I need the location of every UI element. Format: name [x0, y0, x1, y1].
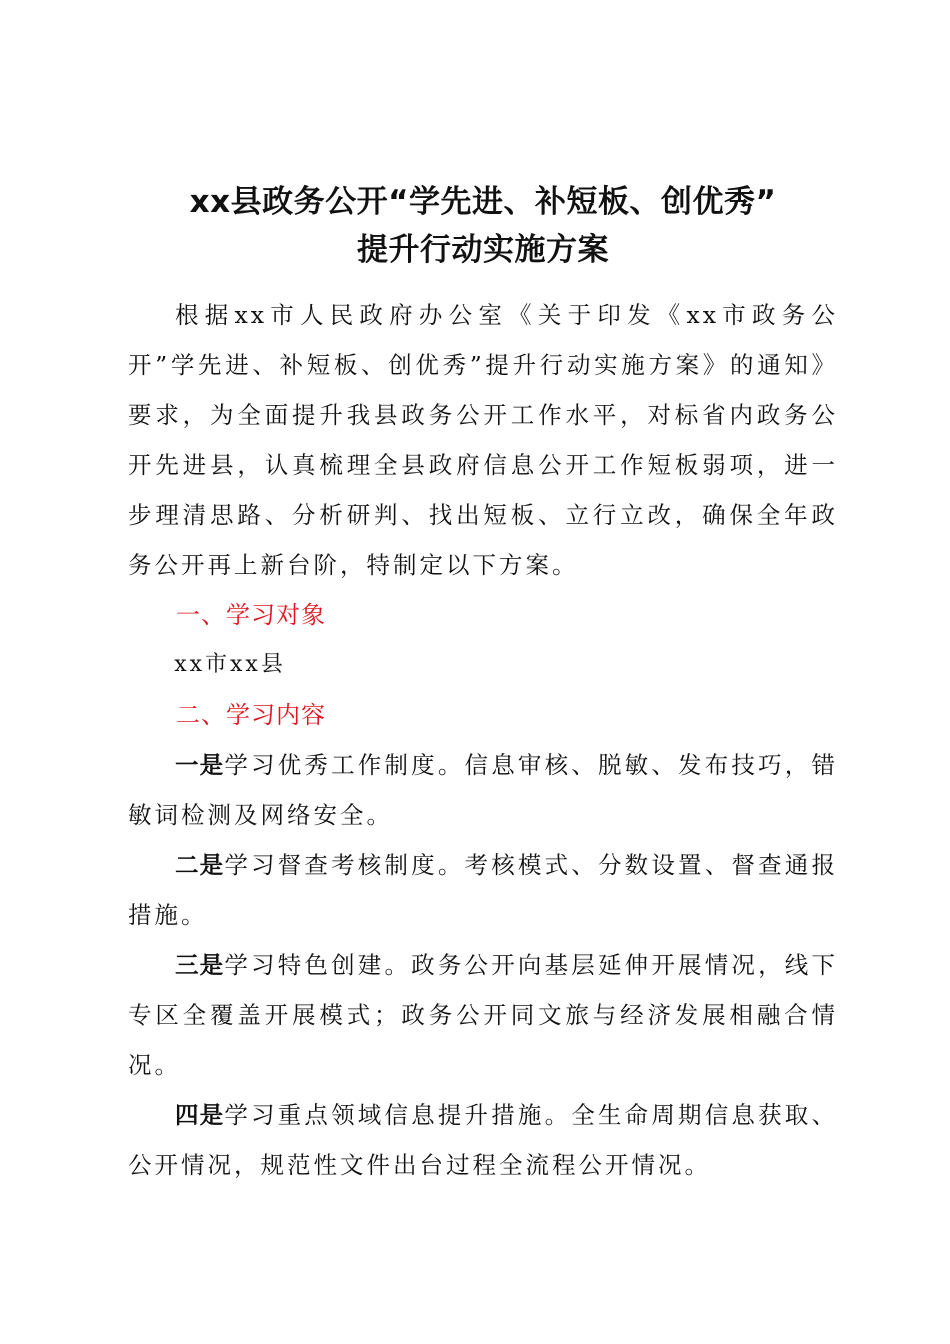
item-lead: 一是: [175, 751, 225, 779]
document-page: [128, 178, 838, 1190]
content-item-1: [128, 740, 838, 840]
content-item-3: [128, 940, 838, 1090]
title-line-2: 提升行动实施方案: [357, 232, 609, 268]
item-lead: 四是: [175, 1101, 225, 1129]
section-2-heading: 二、学习内容: [176, 701, 326, 729]
intro-paragraph: 根据xx市人民政府办公室《关于印发《xx市政务公开”学先进、补短板、创优秀”提升行动实施方案》的通知》要求，为全面提升我县政务公开工作水平，对标省内政务公开先进县，认真梳理全县政府信息公开工作短板弱项，进一步理清思路、分析研判、找出短板、立行立改，确保全年政务公开再上新台阶，特制定以下方案。: [128, 301, 838, 579]
title-line-1: xx县政务公开“学先进、补短板、创优秀”: [189, 184, 777, 220]
content-item-4: [128, 1090, 838, 1190]
section-1-heading: 一、学习对象: [176, 601, 326, 629]
item-text: 学习督查考核制度。考核模式、分数设置、督查通报措施。: [128, 851, 838, 929]
item-text: 学习优秀工作制度。信息审核、脱敏、发布技巧，错敏词检测及网络安全。: [128, 751, 838, 829]
document-title: [128, 178, 838, 274]
item-text: 学习重点领域信息提升措施。全生命周期信息获取、公开情况，规范性文件出台过程全流程公开情况。: [128, 1101, 838, 1179]
content-item-2: [128, 840, 838, 940]
item-lead: 二是: [175, 851, 225, 879]
item-text: 学习特色创建。政务公开向基层延伸开展情况，线下专区全覆盖开展模式；政务公开同文旅与经济发展相融合情况。: [128, 951, 838, 1079]
item-lead: 三是: [175, 951, 225, 979]
section-1-text: xx市xx县: [174, 652, 286, 677]
